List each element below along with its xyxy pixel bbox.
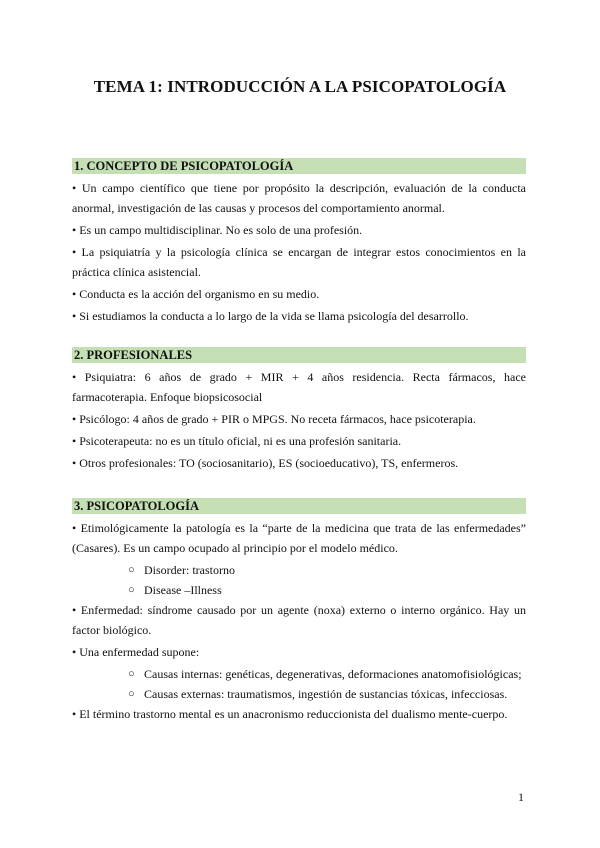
paragraph: • Conducta es la acción del organismo en su medio. [72, 287, 320, 301]
circle-bullet-icon: ○ [128, 688, 135, 700]
paragraph: • Si estudiamos la conducta a lo largo de la vida se llama psicología del desarrollo. [72, 309, 469, 323]
page-title: TEMA 1: INTRODUCCIÓN A LA PSICOPATOLOGÍA [93, 77, 507, 96]
section-heading: 3. PSICOPATOLOGÍA [72, 498, 526, 514]
paragraph: • Un campo científico que tiene por propósito la descripción, evaluación de la conducta anormal, investigación de las causas y procesos del comportamiento anormal. [72, 181, 526, 215]
paragraph: • Otros profesionales: TO (sociosanitario), ES (socioeducativo), TS, enfermeros. [72, 456, 459, 470]
page-number: 1 [518, 790, 524, 804]
paragraph: • Psicólogo: 4 años de grado + PIR o MPGS. No receta fármacos, hace psicoterapia. [72, 412, 476, 426]
sub-list-item [72, 580, 526, 600]
section-concepto [72, 158, 526, 328]
paragraph: • Una enfermedad supone: [72, 645, 200, 659]
section-heading: 1. CONCEPTO DE PSICOPATOLOGÍA [72, 158, 526, 174]
sub-item-text: Disorder: trastorno [144, 563, 235, 577]
sub-item-text: Disease –Illness [144, 583, 222, 597]
sub-list-item [72, 664, 526, 684]
paragraph: • Es un campo multidisciplinar. No es solo de una profesión. [72, 223, 363, 237]
section-profesionales [72, 347, 526, 475]
sub-item-text: Causas externas: traumatismos, ingestión de sustancias tóxicas, infecciosas. [144, 687, 508, 701]
paragraph: • El término trastorno mental es un anacronismo reduccionista del dualismo mente-cuerpo. [72, 707, 508, 721]
section-psicopatologia [72, 498, 526, 726]
paragraph: • Enfermedad: síndrome causado por un agente (noxa) externo o interno orgánico. Hay un factor biológico. [72, 603, 526, 637]
section-heading: 2. PROFESIONALES [72, 347, 526, 363]
paragraph: • La psiquiatría y la psicología clínica se encargan de integrar estos conocimientos en la práctica clínica asistencial. [72, 245, 526, 279]
paragraph: • Etimológicamente la patología es la “parte de la medicina que trata de las enfermedades” (Casares). Es un campo ocupado al principio por el modelo médico. [72, 521, 526, 555]
sub-item-text: Causas internas: genéticas, degenerativas, deformaciones anatomofisiológicas; [144, 667, 522, 681]
paragraph: • Psicoterapeuta: no es un título oficial, ni es una profesión sanitaria. [72, 434, 402, 448]
paragraph: • Psiquiatra: 6 años de grado + MIR + 4 años residencia. Recta fármacos, hace farmacoterapia. Enfoque biopsicosocial [72, 370, 526, 404]
circle-bullet-icon: ○ [128, 584, 135, 596]
circle-bullet-icon: ○ [128, 668, 135, 680]
sub-list-item [72, 684, 526, 704]
circle-bullet-icon: ○ [128, 564, 135, 576]
sub-list-item [72, 560, 526, 580]
